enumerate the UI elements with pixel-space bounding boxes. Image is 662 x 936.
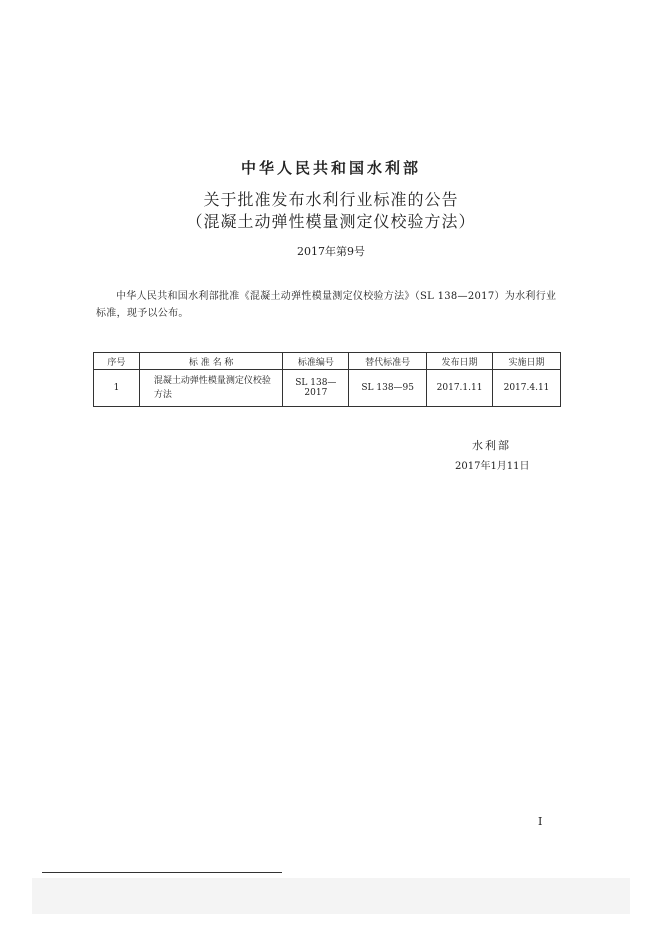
announcement-subtitle: （混凝土动弹性模量测定仪校验方法） bbox=[186, 212, 476, 231]
cell-replaced-code: SL 138—95 bbox=[349, 370, 427, 407]
table-row bbox=[94, 370, 561, 407]
header-cell-replaced: 替代标准号 bbox=[349, 353, 427, 370]
signature-date: 2017年1月11日 bbox=[455, 461, 530, 472]
signature-org: 水利部 bbox=[472, 439, 511, 452]
announcement-body: 中华人民共和国水利部批准《混凝土动弹性模量测定仪校验方法》（SL 138—2017）为水利行业标准，现予以公布。 bbox=[96, 291, 557, 319]
scan-edge-shade bbox=[32, 878, 630, 914]
header-cell-name: 标 准 名 称 bbox=[139, 353, 283, 370]
table-header-row bbox=[94, 353, 561, 370]
standards-table bbox=[93, 352, 561, 407]
page-number: I bbox=[538, 815, 543, 828]
cell-publish-date: 2017.1.11 bbox=[427, 370, 493, 407]
footer-rule bbox=[42, 872, 282, 873]
issuing-ministry: 中华人民共和国水利部 bbox=[240, 159, 421, 177]
header-cell-publish-date: 发布日期 bbox=[427, 353, 493, 370]
header-cell-code: 标准编号 bbox=[283, 353, 349, 370]
header-cell-index: 序号 bbox=[94, 353, 140, 370]
header-cell-effective-date: 实施日期 bbox=[493, 353, 561, 370]
cell-standard-code: SL 138—2017 bbox=[283, 370, 349, 407]
announcement-title: 关于批准发布水利行业标准的公告 bbox=[203, 190, 459, 209]
cell-index: 1 bbox=[94, 370, 140, 407]
document-number: 2017年第9号 bbox=[297, 245, 365, 258]
cell-effective-date: 2017.4.11 bbox=[493, 370, 561, 407]
cell-standard-name: 混凝土动弹性模量测定仪校验方法 bbox=[139, 370, 283, 407]
